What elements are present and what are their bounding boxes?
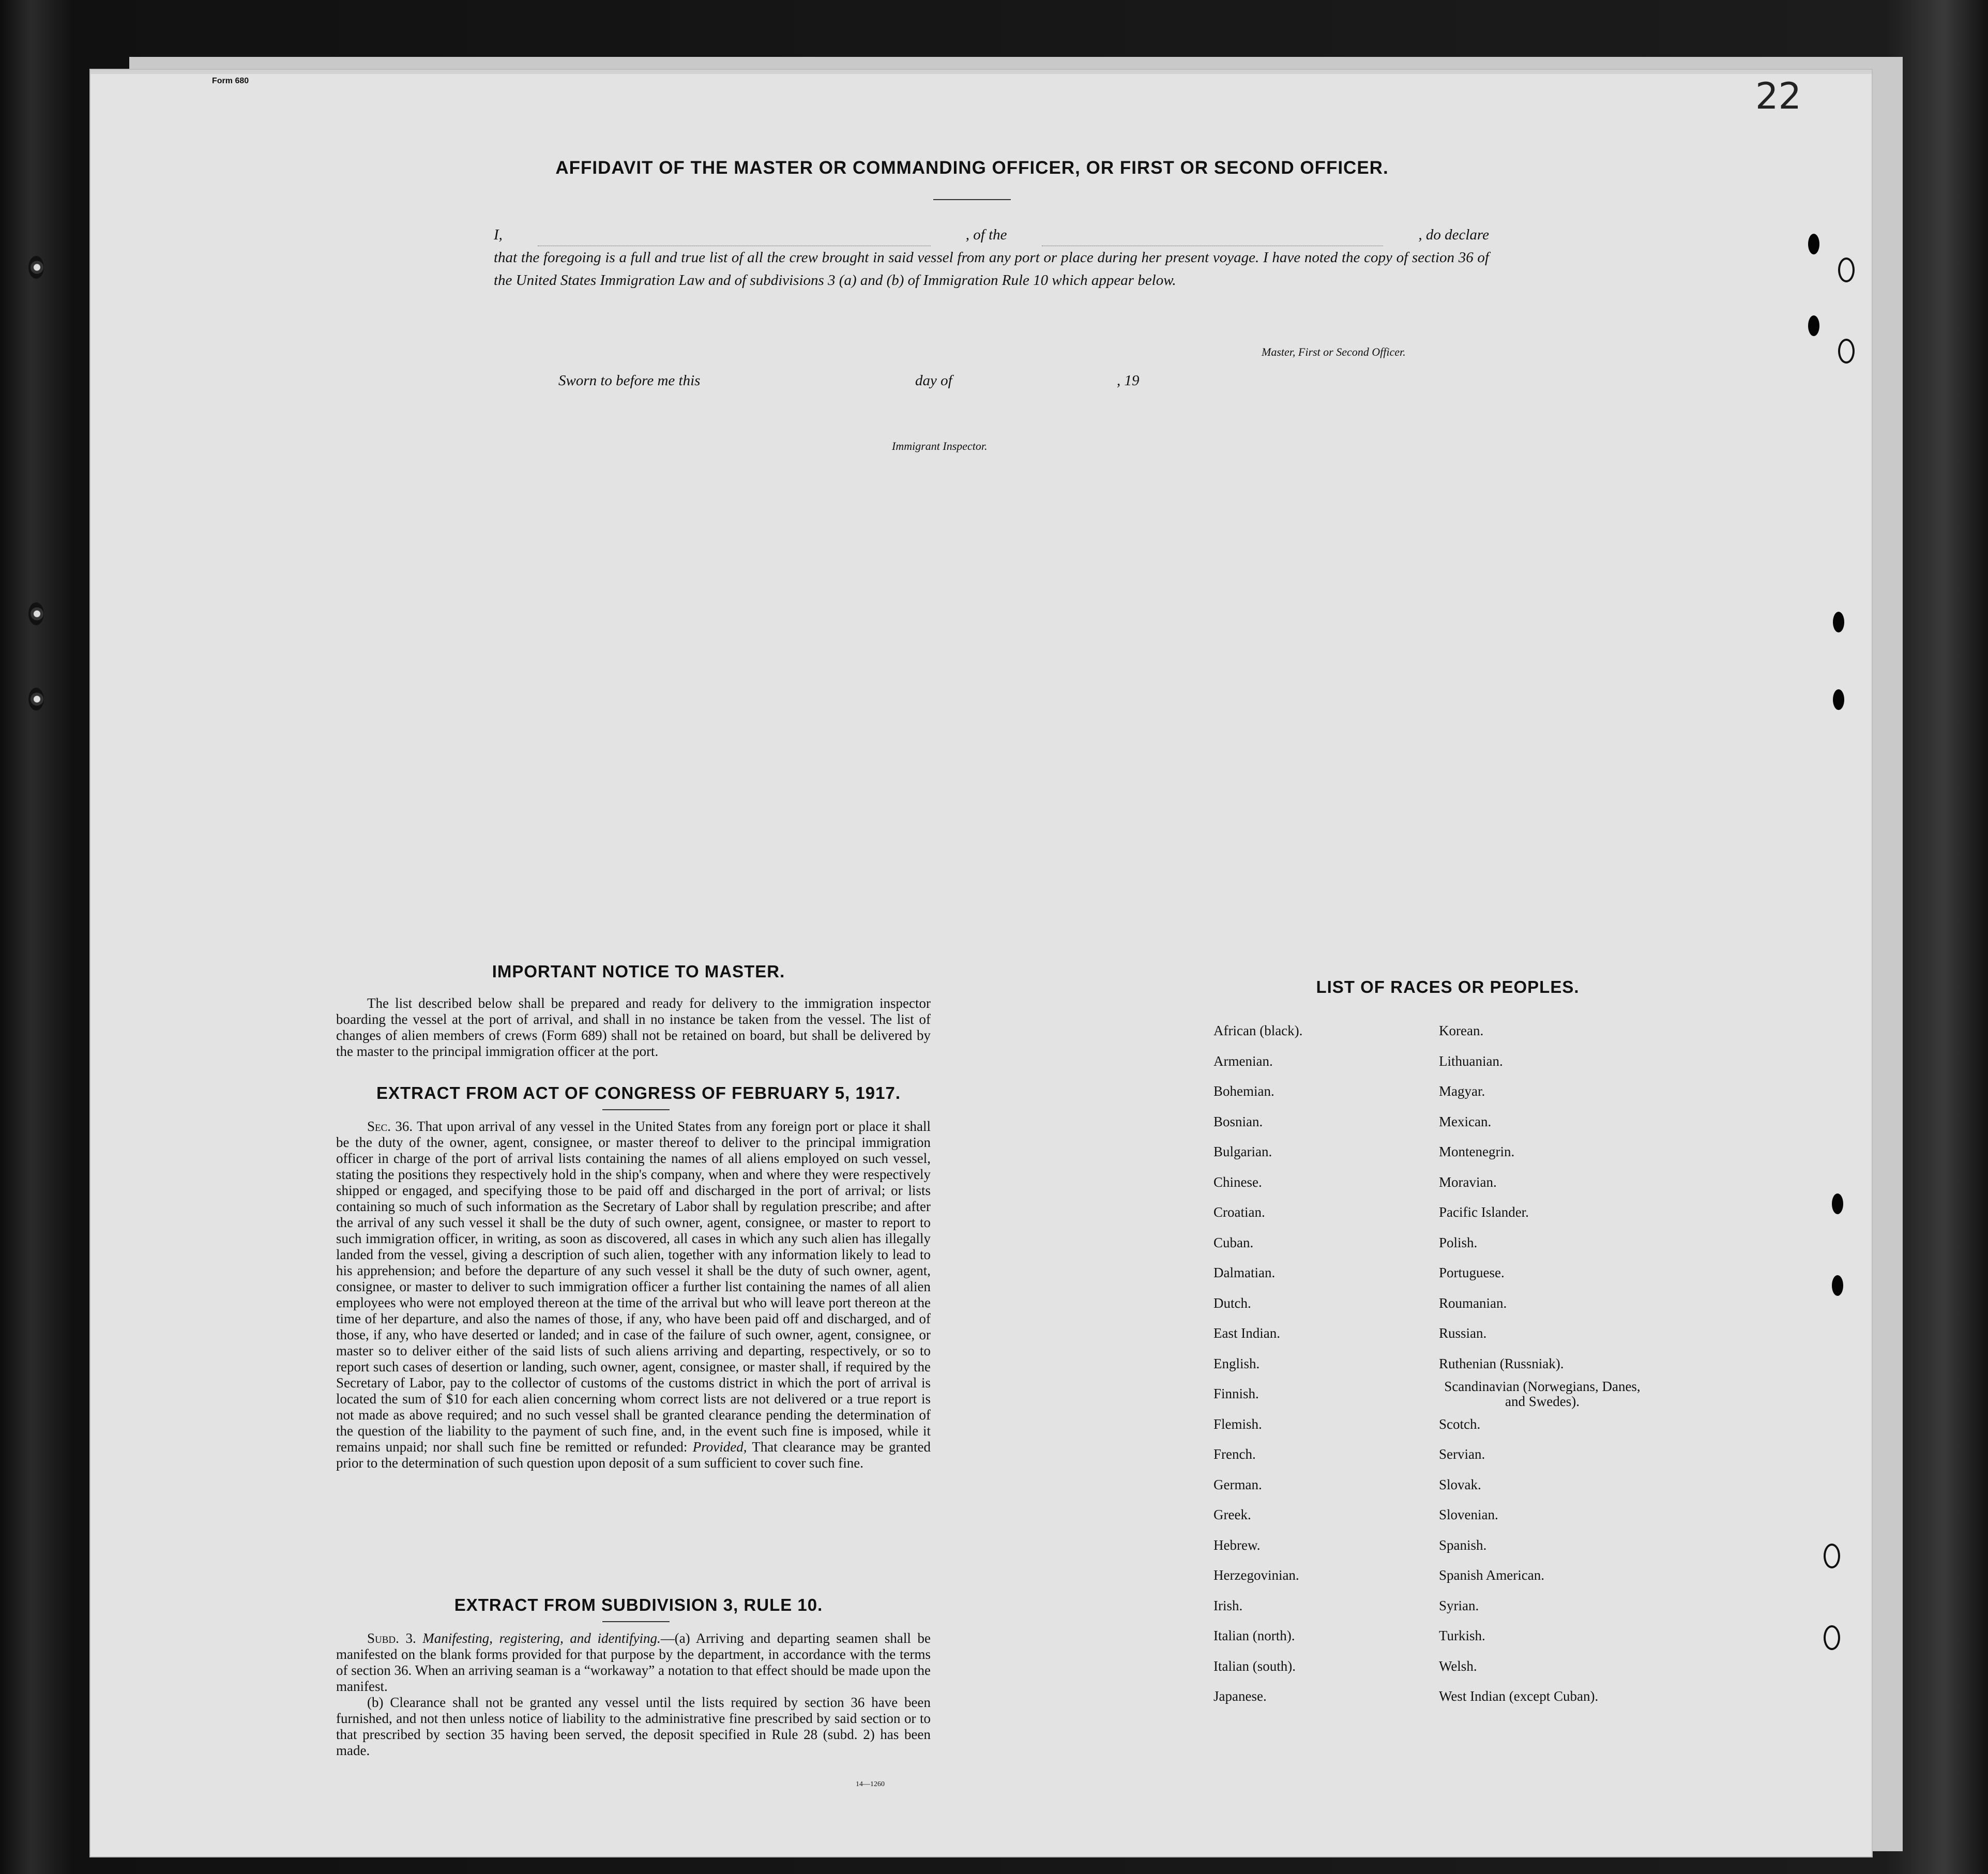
race-item: English. xyxy=(1213,1355,1260,1371)
affidavit-title: AFFIDAVIT OF THE MASTER OR COMMANDING OFFICER, OR FIRST OR SECOND OFFICER. xyxy=(555,158,1389,178)
race-item: Italian (south). xyxy=(1213,1658,1296,1674)
race-item: Montenegrin. xyxy=(1439,1144,1515,1159)
sworn-label: Sworn to before me this xyxy=(558,372,701,389)
subdivision-heading: EXTRACT FROM SUBDIVISION 3, RULE 10. xyxy=(454,1595,823,1614)
race-item: Spanish. xyxy=(1439,1537,1487,1553)
signature-label: Master, First or Second Officer. xyxy=(1262,345,1406,358)
act-heading-rule xyxy=(602,1109,670,1110)
race-item: Polish. xyxy=(1439,1234,1478,1250)
race-item: East Indian. xyxy=(1213,1325,1280,1341)
notice-heading: IMPORTANT NOTICE TO MASTER. xyxy=(492,962,785,981)
i-label: I, xyxy=(494,226,503,243)
race-item: Portuguese. xyxy=(1439,1265,1505,1280)
race-item: Welsh. xyxy=(1439,1658,1477,1674)
races-heading: LIST OF RACES OR PEOPLES. xyxy=(1316,977,1580,996)
race-item: Italian (north). xyxy=(1213,1628,1295,1643)
race-item: Lithuanian. xyxy=(1439,1053,1503,1069)
page-fold xyxy=(90,70,1872,74)
binder-ring xyxy=(1824,1625,1840,1650)
affidavit-declaration xyxy=(494,223,1489,292)
day-of-label: day of xyxy=(915,372,952,389)
subdivision-para-a xyxy=(336,1630,931,1695)
binder-hole xyxy=(1832,1275,1843,1296)
subd-title: Manifesting, registering, and identifying. xyxy=(422,1630,661,1646)
subd-label: Subd. 3. xyxy=(367,1630,416,1646)
vessel-blank[interactable] xyxy=(1042,223,1383,246)
subdivision-para-b: (b) Clearance shall not be granted any vessel until the lists required by section 36 have been furnished, and not then unless notice of liability to the administrative fine prescribed by said section or to that prescribed by section 35 having been served, the deposit specified in Rule 28 (subd. 2) has been made. xyxy=(336,1695,931,1758)
race-item: Roumanian. xyxy=(1439,1295,1507,1311)
binder-clip xyxy=(28,256,44,279)
subd-para-a-text: —(a) Arriving and departing seamen shall be manifested on the blank forms provided for that purpose by the department, in accordance with the terms of section 36. When an arriving seaman is a “workaway” a notation to that effect should be made upon the manifest. xyxy=(336,1630,931,1694)
race-item: Korean. xyxy=(1439,1023,1484,1038)
race-item: Bulgarian. xyxy=(1213,1144,1272,1159)
race-item: Servian. xyxy=(1439,1446,1485,1462)
race-item: Dalmatian. xyxy=(1213,1265,1276,1280)
race-item: French. xyxy=(1213,1446,1256,1462)
race-item: Greek. xyxy=(1213,1507,1251,1522)
binder-hole xyxy=(1808,234,1819,254)
race-item: Scotch. xyxy=(1439,1416,1481,1432)
race-item: Mexican. xyxy=(1439,1113,1492,1129)
race-item: Turkish. xyxy=(1439,1628,1485,1643)
race-item: Magyar. xyxy=(1439,1083,1485,1099)
race-item: Ruthenian (Russniak). xyxy=(1439,1355,1564,1371)
race-item: Scandinavian (Norwegians, Danes, and Swedes). xyxy=(1444,1379,1641,1409)
binder-ring xyxy=(1824,1544,1840,1568)
declaration-first-line xyxy=(494,223,1489,246)
race-item: Russian. xyxy=(1439,1325,1487,1341)
race-item: Slovak. xyxy=(1439,1476,1481,1492)
race-item: Bosnian. xyxy=(1213,1113,1263,1129)
binder-ring xyxy=(1838,258,1855,282)
provided-label: Provided, xyxy=(692,1439,747,1455)
race-item: African (black). xyxy=(1213,1023,1303,1038)
print-code: 14—1260 xyxy=(856,1780,885,1788)
do-declare-label: , do declare xyxy=(1418,226,1489,243)
act-body-end: That clearance may be granted prior to the determination of such question upon deposit of a sum sufficient to cover such fine. xyxy=(336,1439,931,1471)
act-body: That upon arrival of any vessel in the United States from any foreign port or place it shall be the duty of the owner, agent, consignee, or master thereof to deliver to the principal immigration officer in charge of the port of arrival lists containing the names of all aliens employed on such vessel, stating the positions they respectively hold in the ship's company, when and where they were respectively shipped or engaged, and specifying those to be paid off and discharged in the port of arrival; or lists containing so much of such information as the Secretary of Labor shall by regulation prescribe; and after the arrival of any such vessel it shall be the duty of such owner, agent, consignee, or master to report to such immigration officer, in writing, as soon as discovered, all cases in which any such alien has illegally landed from the vessel, giving a description of such alien, together with any information likely to lead to his apprehension; and before the departure of any such vessel it shall be the duty of such owner, agent, consignee, or master to deliver to such immigration officer a further list containing the names of all alien employees who were not employed thereon at the time of the arrival but who will leave port thereon at the time of her departure, and also the names of those, if any, who have been paid off and discharged, and of those, if any, who have deserted or landed; and in case of the failure of such owner, agent, consignee, or master so to deliver either of the said lists of such aliens arriving and departing, respectively, or so to report such cases of desertion or landing, such owner, agent, consignee, or master shall, if required by the Secretary of Labor, pay to the collector of customs of the customs district in which the port of arrival is located the sum of $10 for each alien concerning whom correct lists are not delivered or a true report is not made as above required; and no such vessel shall be granted clearance pending the determination of the question of the liability to the payment of such fine, and, in the event such fine is imposed, while it remains unpaid; nor shall such fine be remitted or refunded: xyxy=(336,1119,931,1455)
race-item: Armenian. xyxy=(1213,1053,1273,1069)
form-number: Form 680 xyxy=(212,77,249,85)
race-item: Moravian. xyxy=(1439,1174,1497,1190)
race-item: Japanese. xyxy=(1213,1688,1267,1704)
race-item: German. xyxy=(1213,1476,1262,1492)
section-label: Sec. 36. xyxy=(367,1119,413,1134)
binder-hole xyxy=(1808,315,1819,336)
binder-clip xyxy=(28,602,44,625)
race-item: Bohemian. xyxy=(1213,1083,1274,1099)
race-item: Croatian. xyxy=(1213,1204,1265,1220)
name-blank[interactable] xyxy=(538,223,931,246)
race-item: Dutch. xyxy=(1213,1295,1251,1311)
race-item: West Indian (except Cuban). xyxy=(1439,1688,1599,1704)
of-the-label: , of the xyxy=(965,226,1007,243)
race-item: Irish. xyxy=(1213,1597,1243,1613)
binder-hole xyxy=(1833,689,1844,710)
binder-hole xyxy=(1833,612,1844,632)
race-item: Slovenian. xyxy=(1439,1507,1498,1522)
binder-ring xyxy=(1838,339,1855,364)
race-item: Cuban. xyxy=(1213,1234,1254,1250)
declaration-body: that the foregoing is a full and true list of all the crew brought in said vessel from any port or place during her present voyage. I have noted the copy of section 36 of the United States Immigration Law and of subdivisions 3 (a) and (b) of Immigration Rule 10 which appear below. xyxy=(494,249,1489,289)
title-rule xyxy=(933,199,1011,200)
binder-hole xyxy=(1832,1193,1843,1214)
race-item: Chinese. xyxy=(1213,1174,1262,1190)
race-item: Finnish. xyxy=(1213,1386,1259,1401)
subdivision-heading-rule xyxy=(602,1621,670,1622)
race-item: Herzegovinian. xyxy=(1213,1567,1299,1583)
year-label: , 19 xyxy=(1117,372,1140,389)
act-text xyxy=(336,1119,931,1471)
subdivision-text xyxy=(336,1630,931,1759)
corner-handwritten-mark: 22 xyxy=(1755,75,1802,117)
inspector-label: Immigrant Inspector. xyxy=(892,440,988,452)
binder-clip xyxy=(28,688,44,711)
race-item: Pacific Islander. xyxy=(1439,1204,1529,1220)
notice-text: The list described below shall be prepared and ready for delivery to the immigration inspector boarding the vessel at the port of arrival, and shall in no instance be taken from the vessel. The list of changes of alien members of crews (Form 689) shall not be retained on board, but shall be delivered by the master to the principal immigration officer at the port. xyxy=(336,995,931,1059)
race-item: Hebrew. xyxy=(1213,1537,1261,1553)
race-item: Flemish. xyxy=(1213,1416,1262,1432)
race-item: Syrian. xyxy=(1439,1597,1479,1613)
act-heading: EXTRACT FROM ACT OF CONGRESS OF FEBRUARY 5, 1917. xyxy=(376,1083,901,1102)
race-item: Spanish American. xyxy=(1439,1567,1544,1583)
